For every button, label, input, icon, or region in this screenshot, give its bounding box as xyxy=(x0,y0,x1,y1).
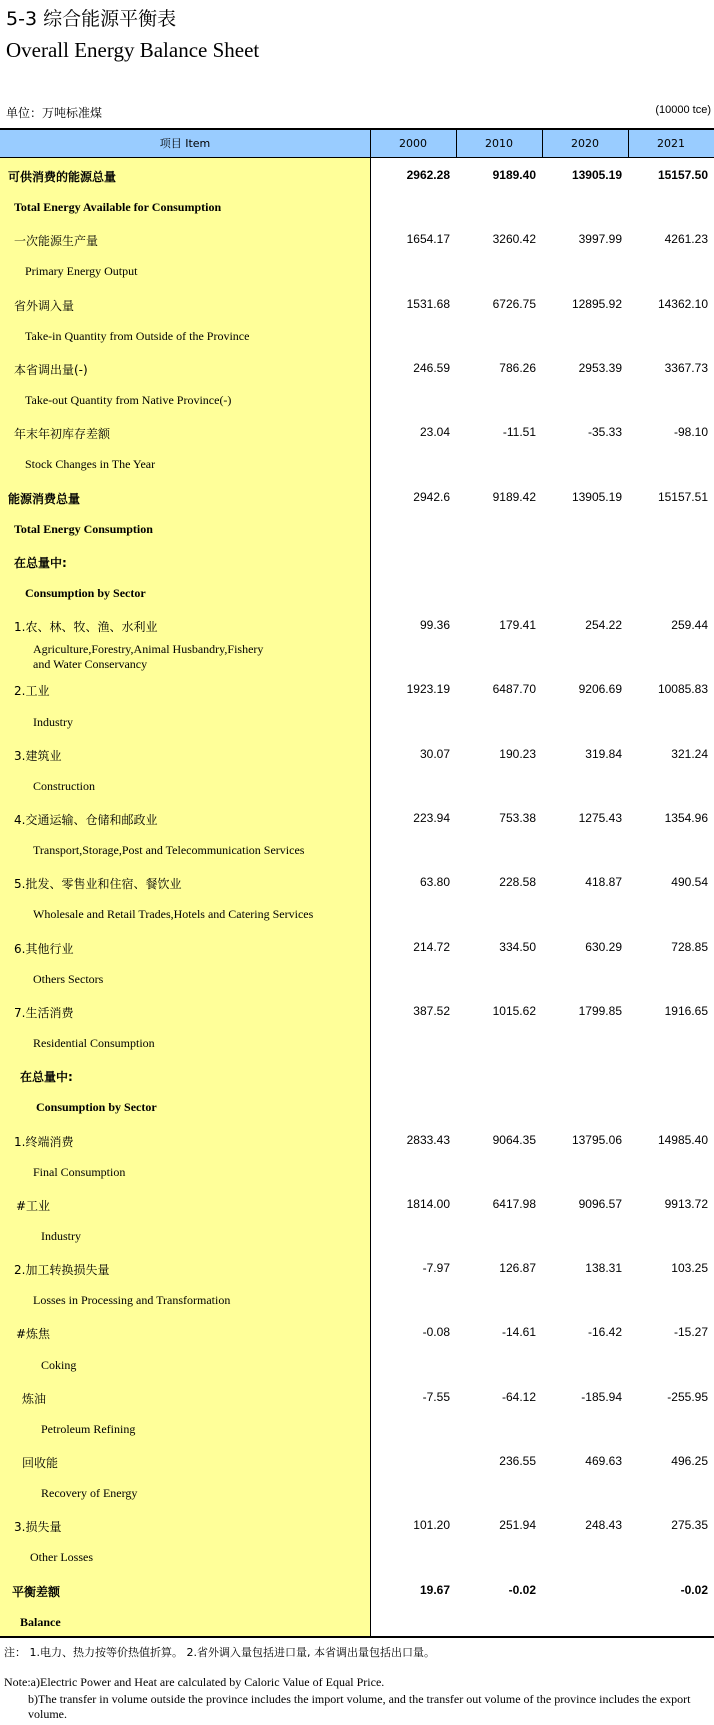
value-cell-2000: 30.07 xyxy=(419,746,450,761)
table-row xyxy=(0,1090,714,1122)
table-row xyxy=(0,1026,714,1058)
value-cell-2021: 3367.73 xyxy=(664,360,708,375)
value-cell-2010: 6417.98 xyxy=(492,1196,536,1211)
table-row xyxy=(0,576,714,608)
row-label: 省外调入量 xyxy=(14,298,75,313)
table-row xyxy=(0,544,714,576)
value-cell-2000: 2962.28 xyxy=(406,168,450,182)
row-label: Final Consumption xyxy=(33,1164,126,1179)
value-cell-2020: 469.63 xyxy=(585,1454,622,1468)
value-cell-2021: 728.85 xyxy=(671,939,708,954)
value-cell-2020: 2953.39 xyxy=(578,360,622,375)
value-cell-2010: 228.58 xyxy=(499,875,536,890)
value-cell-2000: 1531.68 xyxy=(406,296,450,311)
row-label: #工业 xyxy=(16,1198,51,1213)
row-label: 可供消费的能源总量 xyxy=(8,170,117,184)
row-label: #炼焦 xyxy=(16,1327,51,1342)
unit-label-en: (10000 tce) xyxy=(655,104,711,116)
row-label: Other Losses xyxy=(30,1550,93,1565)
value-cell-2021: 10085.83 xyxy=(657,682,708,697)
row-label: 在总量中: xyxy=(14,555,67,570)
header-divider xyxy=(456,128,457,158)
value-cell-2021: 14362.10 xyxy=(657,296,708,311)
value-cell-2020: -35.33 xyxy=(587,425,622,440)
value-cell-2010: -64.12 xyxy=(501,1389,536,1404)
row-label: 4.交通运输、仓储和邮政业 xyxy=(14,813,158,827)
value-cell-2010: 9189.40 xyxy=(492,168,536,182)
value-cell-2020: 9096.57 xyxy=(578,1196,622,1211)
table-row xyxy=(0,1380,714,1412)
value-cell-2000: 2942.6 xyxy=(413,489,450,504)
row-label: Construction xyxy=(33,778,95,793)
value-cell-2021: 1354.96 xyxy=(664,811,708,825)
row-label: 5.批发、零售业和住宿、餐饮业 xyxy=(14,877,182,892)
table-row xyxy=(0,351,714,383)
value-cell-2021: 321.24 xyxy=(671,746,708,761)
value-cell-2010: -11.51 xyxy=(502,425,536,440)
value-cell-2021: -255.95 xyxy=(667,1389,708,1404)
value-cell-2000: -0.08 xyxy=(422,1325,450,1340)
value-cell-2010: 3260.42 xyxy=(492,232,536,247)
energy-balance-table xyxy=(0,128,714,1636)
row-label: Petroleum Refining xyxy=(41,1421,136,1436)
row-label: Take-in Quantity from Outside of the Province xyxy=(25,328,250,343)
table-row xyxy=(0,769,714,801)
value-cell-2010: 753.38 xyxy=(499,811,536,825)
value-cell-2020: 319.84 xyxy=(585,746,622,761)
row-label: 年末年初库存差额 xyxy=(14,427,111,442)
row-label: 炼油 xyxy=(22,1391,47,1406)
note-cn: 注： 1.电力、热力按等价热值折算。 2.省外调入量包括进口量, 本省调出量包括出口量。 xyxy=(4,1646,435,1659)
value-cell-2020: 1275.43 xyxy=(578,811,622,825)
value-cell-2010: 6726.75 xyxy=(492,296,536,311)
value-cell-2020: 254.22 xyxy=(585,618,622,633)
row-label: Agriculture,Forestry,Animal Husbandry,Fishery xyxy=(33,642,264,657)
header-divider xyxy=(628,128,629,158)
value-cell-2000: 63.80 xyxy=(419,875,450,890)
note-en-a: Note:a)Electric Power and Heat are calculated by Caloric Value of Equal Price. xyxy=(4,1675,385,1689)
row-label: 6.其他行业 xyxy=(14,941,74,956)
table-row xyxy=(0,319,714,351)
value-cell-2020: 418.87 xyxy=(585,875,622,890)
value-cell-2010: 6487.70 xyxy=(492,682,536,697)
table-row xyxy=(0,1540,714,1572)
unit-label-cn: 单位：万吨标准煤 xyxy=(6,106,103,120)
table-row xyxy=(0,1219,714,1251)
table-row xyxy=(0,512,714,544)
value-cell-2020: 9206.69 xyxy=(578,682,622,697)
value-cell-2000: 387.52 xyxy=(413,1003,450,1018)
value-cell-2020: 138.31 xyxy=(585,1261,622,1276)
value-cell-2010: 126.87 xyxy=(499,1261,536,1276)
row-label: 平衡差额 xyxy=(12,1584,61,1599)
value-cell-2010: 251.94 xyxy=(499,1518,536,1533)
note-en-b: b)The transfer in volume outside the province includes the import volume, and the transfer out volume of the province includes the export volume. xyxy=(28,1692,691,1721)
row-label: Industry xyxy=(33,714,73,729)
row-label: 7.生活消费 xyxy=(14,1005,74,1020)
table-row xyxy=(0,222,714,254)
value-cell-2000: 223.94 xyxy=(413,811,450,825)
table-row xyxy=(0,1283,714,1315)
page-title-en: Overall Energy Balance Sheet xyxy=(6,38,260,62)
value-cell-2010: 190.23 xyxy=(499,746,536,761)
value-cell-2010: 9189.42 xyxy=(492,489,536,504)
value-cell-2000: -7.97 xyxy=(422,1261,450,1276)
value-cell-2000: 19.67 xyxy=(419,1582,450,1597)
value-cell-2020: -16.42 xyxy=(587,1325,622,1340)
row-label: Recovery of Energy xyxy=(41,1486,138,1501)
value-cell-2010: 9064.35 xyxy=(492,1132,536,1147)
table-row xyxy=(0,801,714,833)
table-row xyxy=(0,1605,714,1637)
row-label: 2.工业 xyxy=(14,684,50,699)
header-year-2020: 2020 xyxy=(571,137,599,150)
table-row xyxy=(0,865,714,897)
value-cell-2021: 259.44 xyxy=(671,618,708,633)
value-cell-2021: 103.25 xyxy=(671,1261,708,1276)
value-cell-2000: 214.72 xyxy=(413,939,450,954)
table-row xyxy=(0,1251,714,1283)
table-row xyxy=(0,1315,714,1347)
table-row xyxy=(0,930,714,962)
header-year-2010: 2010 xyxy=(485,137,513,150)
value-cell-2020: 13905.19 xyxy=(571,489,622,504)
row-label: 3.损失量 xyxy=(14,1520,62,1535)
table-row xyxy=(0,672,714,704)
value-cell-2021: 4261.23 xyxy=(664,232,708,247)
row-label: 能源消费总量 xyxy=(8,491,81,506)
value-cell-2020: 13905.19 xyxy=(571,168,622,182)
value-cell-2010: 236.55 xyxy=(499,1454,536,1468)
value-cell-2010: -14.61 xyxy=(501,1325,536,1340)
table-row xyxy=(0,254,714,286)
value-cell-2021: 14985.40 xyxy=(657,1132,708,1147)
header-item: 项目 Item xyxy=(159,137,211,150)
table-row xyxy=(0,1412,714,1444)
value-cell-2021: 496.25 xyxy=(671,1454,708,1468)
value-cell-2000: 23.04 xyxy=(419,425,450,440)
table-row xyxy=(0,1187,714,1219)
table-row xyxy=(0,1155,714,1187)
table-row xyxy=(0,640,714,672)
row-label: Losses in Processing and Transformation xyxy=(33,1293,231,1308)
value-cell-2000: 246.59 xyxy=(413,360,450,375)
table-row xyxy=(0,1348,714,1380)
row-label: 回收能 xyxy=(22,1456,59,1470)
value-cell-2000: 1923.19 xyxy=(406,682,450,697)
value-cell-2020: 3997.99 xyxy=(578,232,622,247)
value-cell-2010: 179.41 xyxy=(499,618,536,633)
table-row xyxy=(0,1476,714,1508)
table-row xyxy=(0,962,714,994)
value-cell-2021: 490.54 xyxy=(671,875,708,890)
value-cell-2021: -15.27 xyxy=(673,1325,708,1340)
value-cell-2020: 13795.06 xyxy=(571,1132,622,1147)
table-row xyxy=(0,1058,714,1090)
value-cell-2000: -7.55 xyxy=(422,1389,450,1404)
table-row xyxy=(0,480,714,512)
value-cell-2021: 275.35 xyxy=(671,1518,708,1533)
table-row xyxy=(0,737,714,769)
value-cell-2021: 15157.50 xyxy=(657,168,708,182)
table-row xyxy=(0,415,714,447)
value-cell-2020: 1799.85 xyxy=(578,1003,622,1018)
row-label: 1.终端消费 xyxy=(14,1134,74,1149)
row-label: 1.农、林、牧、渔、水利业 xyxy=(14,620,158,635)
row-label: Wholesale and Retail Trades,Hotels and Catering Services xyxy=(33,907,314,922)
row-label: Balance xyxy=(20,1614,61,1629)
value-cell-2010: 1015.62 xyxy=(492,1003,536,1018)
value-cell-2010: -0.02 xyxy=(508,1582,536,1597)
table-row xyxy=(0,897,714,929)
header-divider xyxy=(542,128,543,158)
row-label: Others Sectors xyxy=(33,971,104,986)
table-row xyxy=(0,1573,714,1605)
value-cell-2000: 1654.17 xyxy=(406,232,450,247)
row-label: Total Energy Available for Consumption xyxy=(14,200,222,215)
row-label: 在总量中: xyxy=(20,1070,73,1085)
table-row xyxy=(0,608,714,640)
table-row xyxy=(0,1444,714,1476)
row-label-continued: and Water Conservancy xyxy=(33,657,148,672)
row-label: Consumption by Sector xyxy=(25,585,146,600)
table-row xyxy=(0,447,714,479)
value-cell-2021: 9913.72 xyxy=(664,1196,708,1211)
value-cell-2020: 248.43 xyxy=(585,1518,622,1533)
table-row xyxy=(0,833,714,865)
row-label: 本省调出量(-) xyxy=(14,362,88,377)
row-label: Residential Consumption xyxy=(33,1036,155,1051)
table-row xyxy=(0,1123,714,1155)
value-cell-2000: 1814.00 xyxy=(406,1196,450,1211)
value-cell-2000: 99.36 xyxy=(419,618,450,633)
value-cell-2021: 1916.65 xyxy=(664,1003,708,1018)
value-cell-2000: 101.20 xyxy=(413,1518,450,1533)
table-row xyxy=(0,158,714,190)
table-row xyxy=(0,994,714,1026)
row-label: 2.加工转换损失量 xyxy=(14,1263,110,1278)
header-year-2000: 2000 xyxy=(399,137,427,150)
table-row xyxy=(0,287,714,319)
value-cell-2021: 15157.51 xyxy=(657,489,708,504)
value-cell-2020: 630.29 xyxy=(585,939,622,954)
row-label: Transport,Storage,Post and Telecommunication Services xyxy=(33,843,305,858)
table-header xyxy=(0,128,714,158)
row-label: Primary Energy Output xyxy=(25,264,138,279)
value-cell-2021: -98.10 xyxy=(673,425,708,440)
value-cell-2020: -185.94 xyxy=(581,1389,622,1404)
row-label: Industry xyxy=(41,1228,81,1243)
table-row xyxy=(0,1508,714,1540)
row-label: Consumption by Sector xyxy=(36,1100,157,1115)
table-row xyxy=(0,705,714,737)
value-cell-2021: -0.02 xyxy=(680,1582,708,1597)
row-label: Stock Changes in The Year xyxy=(25,457,156,472)
value-cell-2000: 2833.43 xyxy=(406,1132,450,1147)
value-cell-2010: 786.26 xyxy=(499,360,536,375)
page-title-cn: 5-3 综合能源平衡表 xyxy=(6,8,177,30)
row-label: Total Energy Consumption xyxy=(14,521,153,536)
value-cell-2010: 334.50 xyxy=(499,939,536,954)
row-label: 3.建筑业 xyxy=(14,748,62,763)
table-bottom-rule xyxy=(0,1636,714,1638)
table-row xyxy=(0,190,714,222)
value-cell-2020: 12895.92 xyxy=(571,296,622,311)
row-label: Coking xyxy=(41,1357,77,1372)
table-row xyxy=(0,383,714,415)
row-label: Take-out Quantity from Native Province(-) xyxy=(25,393,232,408)
row-label: 一次能源生产量 xyxy=(14,234,99,249)
header-year-2021: 2021 xyxy=(657,137,685,150)
